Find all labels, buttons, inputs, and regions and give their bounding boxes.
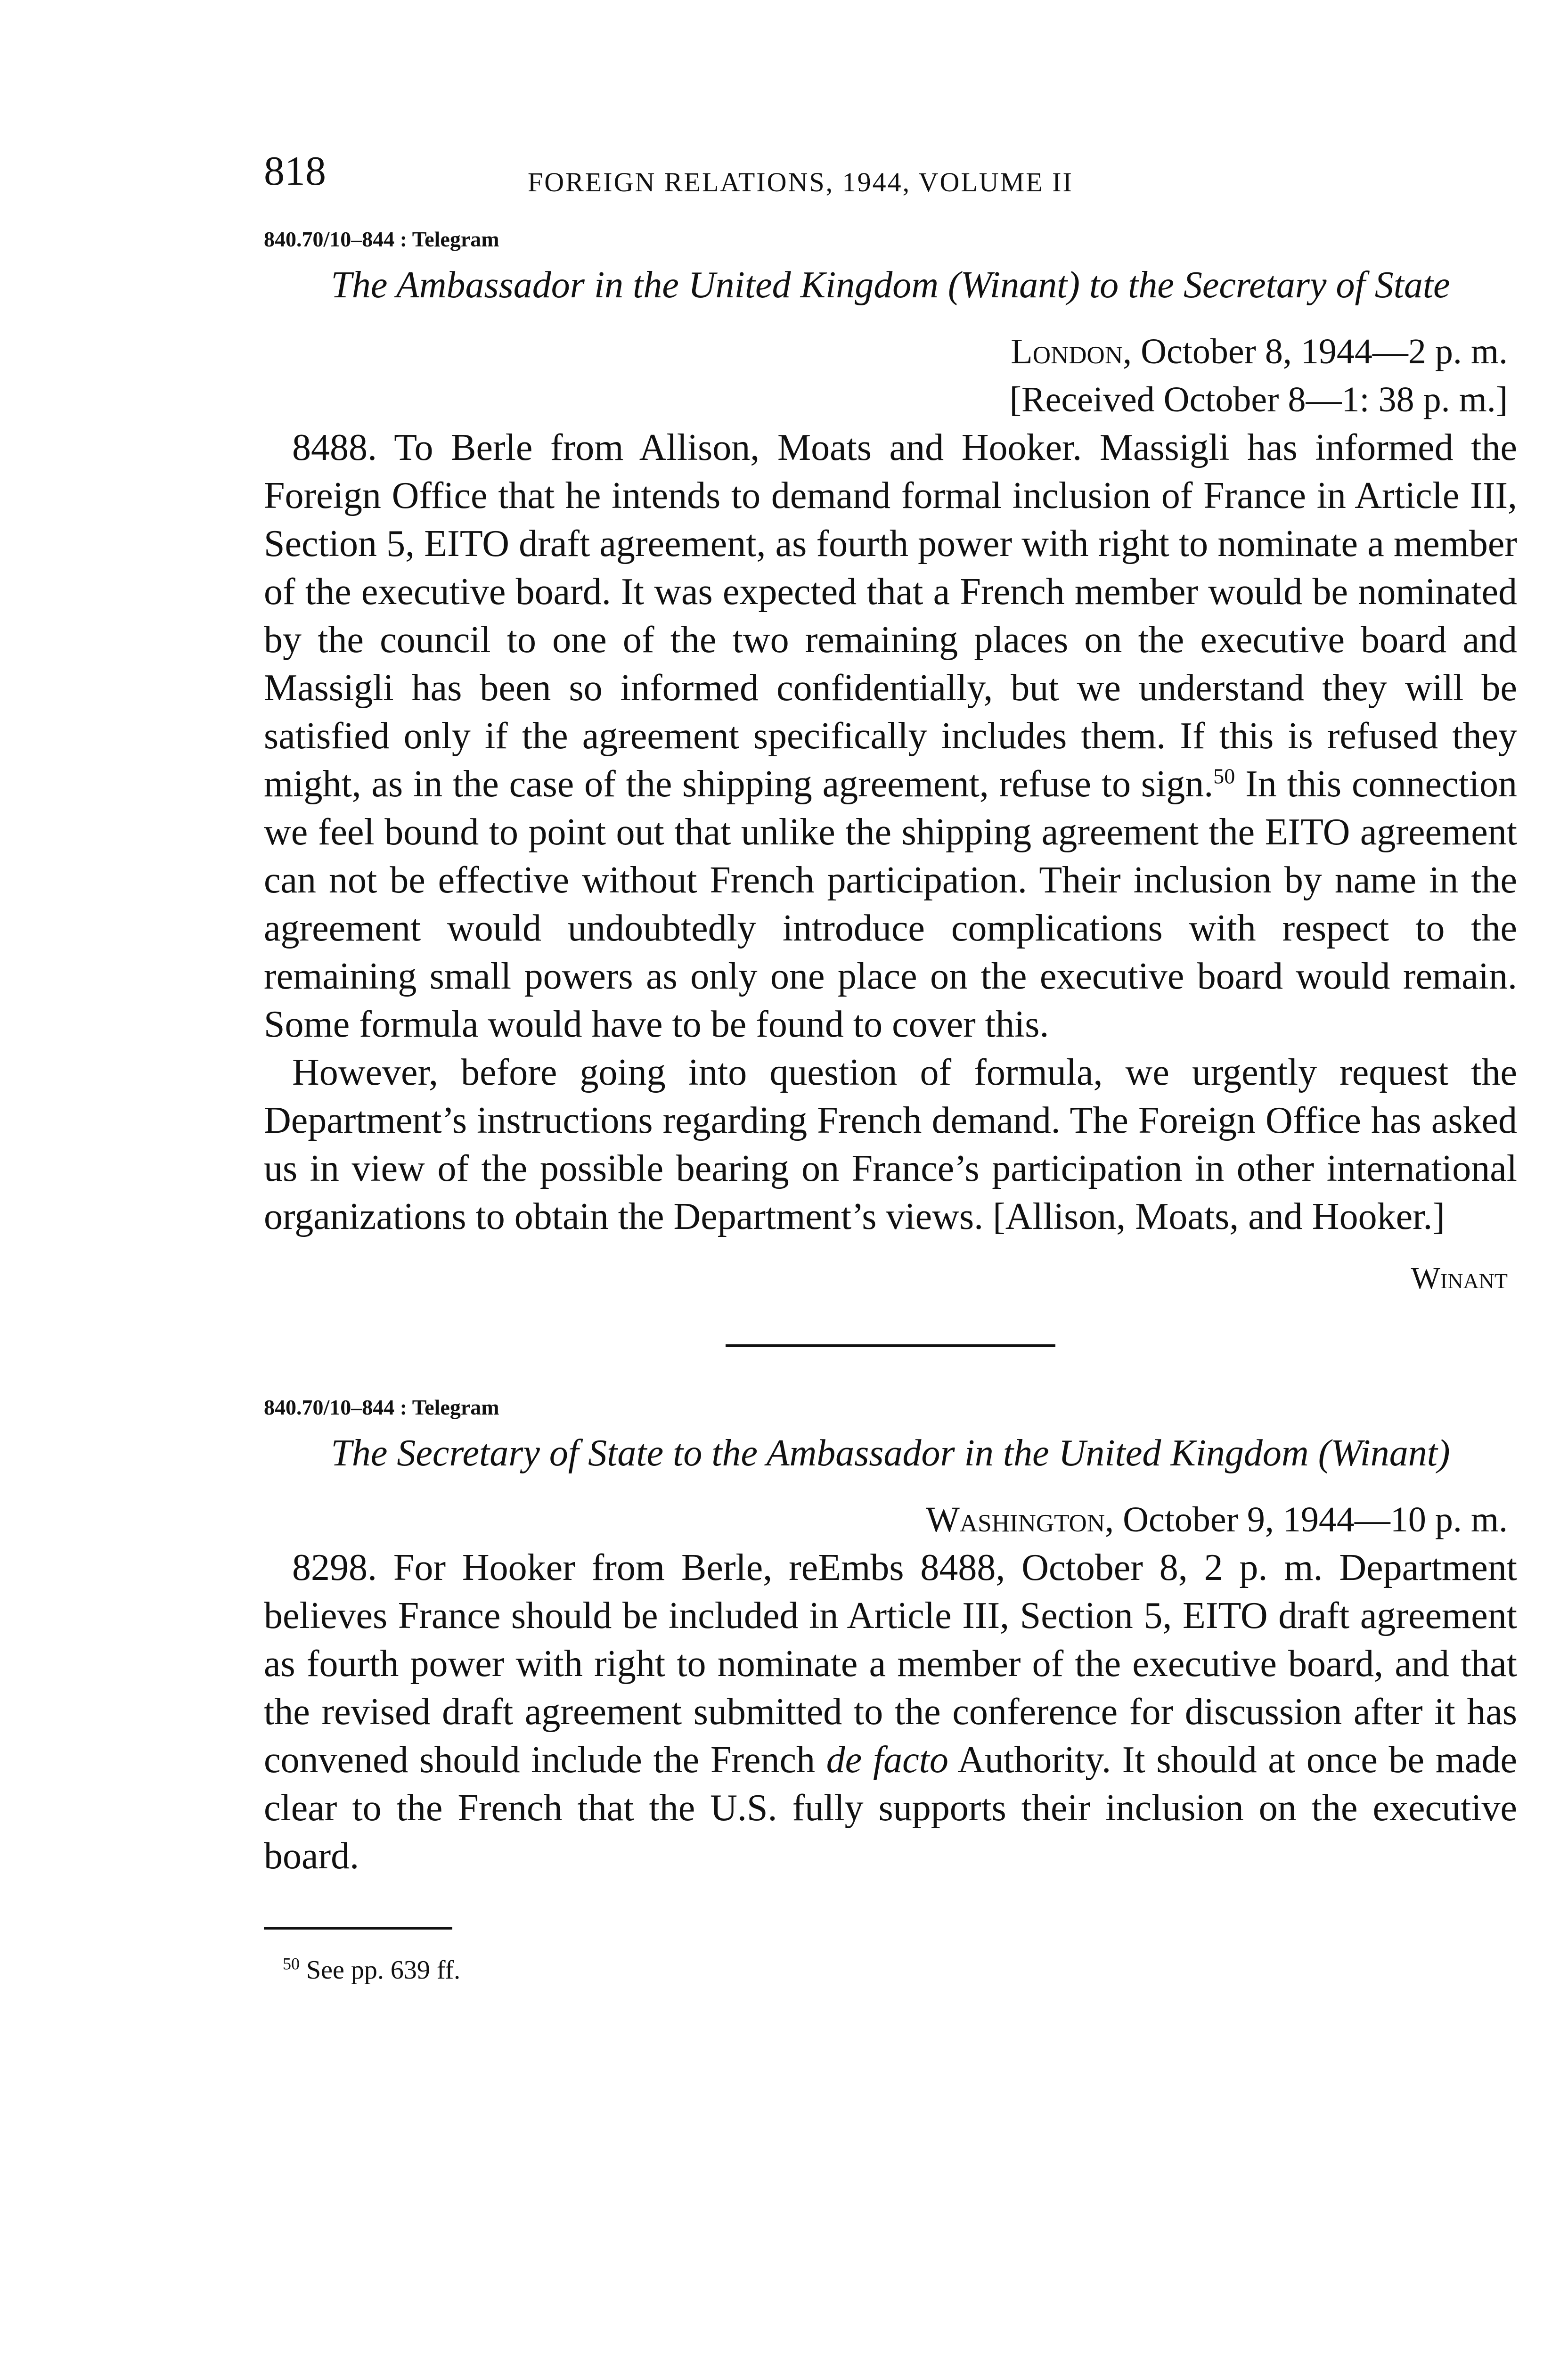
- body-paragraph: [264, 1544, 1517, 1880]
- paragraph-text: Authority. It should at once be made clear to the French that the U.S. fully supports their inclusion on the executive board.: [264, 1739, 1518, 1877]
- body-paragraph: However, before going into question of formula, we urgently request the Department’s instructions regarding French demand. The Foreign Office has asked us in view of the possible bearing on France’s participation in other international organizations to obtain the Department’s views. [Allison, Moats, and Hooker.]: [264, 1052, 1517, 1238]
- footnote-reference: 50: [1213, 764, 1235, 788]
- document-title: The Secretary of State to the Ambassador in the United Kingdom (Winant): [331, 1432, 1450, 1474]
- footnote: [264, 1953, 1517, 1988]
- section-separator: [726, 1344, 1055, 1347]
- page-number: 818: [264, 148, 326, 194]
- dateline: [264, 1496, 1517, 1544]
- signature: Winant: [1411, 1261, 1508, 1296]
- footnote-text: See pp. 639 ff.: [300, 1955, 461, 1985]
- file-number: 840.70/10–844 : Telegram: [264, 227, 499, 251]
- document-title: The Ambassador in the United Kingdom (Winant) to the Secretary of State: [331, 264, 1450, 306]
- file-number: 840.70/10–844 : Telegram: [264, 1395, 499, 1420]
- paragraph-text: In this connection we feel bound to point out that unlike the shipping agreement the EITO agreement can not be effective without French participation. Their inclusion by name in the agreement would undoubtedly introduce complications with respect to the remaining small powers as only one place on the executive board would remain. Some formula would have to be found to cover this.: [264, 763, 1518, 1046]
- footnote-number: 50: [283, 1954, 300, 1973]
- document-page: [264, 132, 1517, 1988]
- dateline: [264, 327, 1517, 376]
- dateline-place: Washington,: [926, 1500, 1114, 1540]
- paragraph-text: 8298. For Hooker from Berle, reEmbs 8488, October 8, 2 p. m. Department believes France should be included in Article III, Section 5, EITO draft agreement as fourth power with right to nominate a member of the executive board, and that the revised draft agreement submitted to the conference for discussion after it has convened should include the French: [264, 1547, 1517, 1781]
- telegram-2: [264, 1394, 1517, 1880]
- footnote-rule: [264, 1927, 452, 1930]
- dateline-date: October 8, 1944—2 p. m.: [1132, 332, 1508, 372]
- page-header: [264, 132, 1517, 203]
- telegram-1: [264, 226, 1517, 1302]
- italic-term: de facto: [826, 1739, 948, 1781]
- body-paragraph: [264, 424, 1517, 1048]
- dateline-place: London,: [1011, 332, 1132, 372]
- dateline-date: October 9, 1944—10 p. m.: [1114, 1500, 1508, 1540]
- received-line: [Received October 8—1: 38 p. m.]: [1009, 380, 1508, 420]
- running-title: FOREIGN RELATIONS, 1944, VOLUME II: [528, 167, 1073, 197]
- paragraph-text: 8488. To Berle from Allison, Moats and Hooker. Massigli has informed the Foreign Office that he intends to demand formal inclusion of France in Article III, Section 5, EITO draft agreement, as fourth power with right to nominate a member of the executive board. It was expected that a French member would be nominated by the council to one of the two remaining places on the executive board and Massigli has been so informed confidentially, but we understand they will be satisfied only if the agreement specifically includes them. If this is refused they might, as in the case of the shipping agreement, refuse to sign.: [264, 427, 1517, 805]
